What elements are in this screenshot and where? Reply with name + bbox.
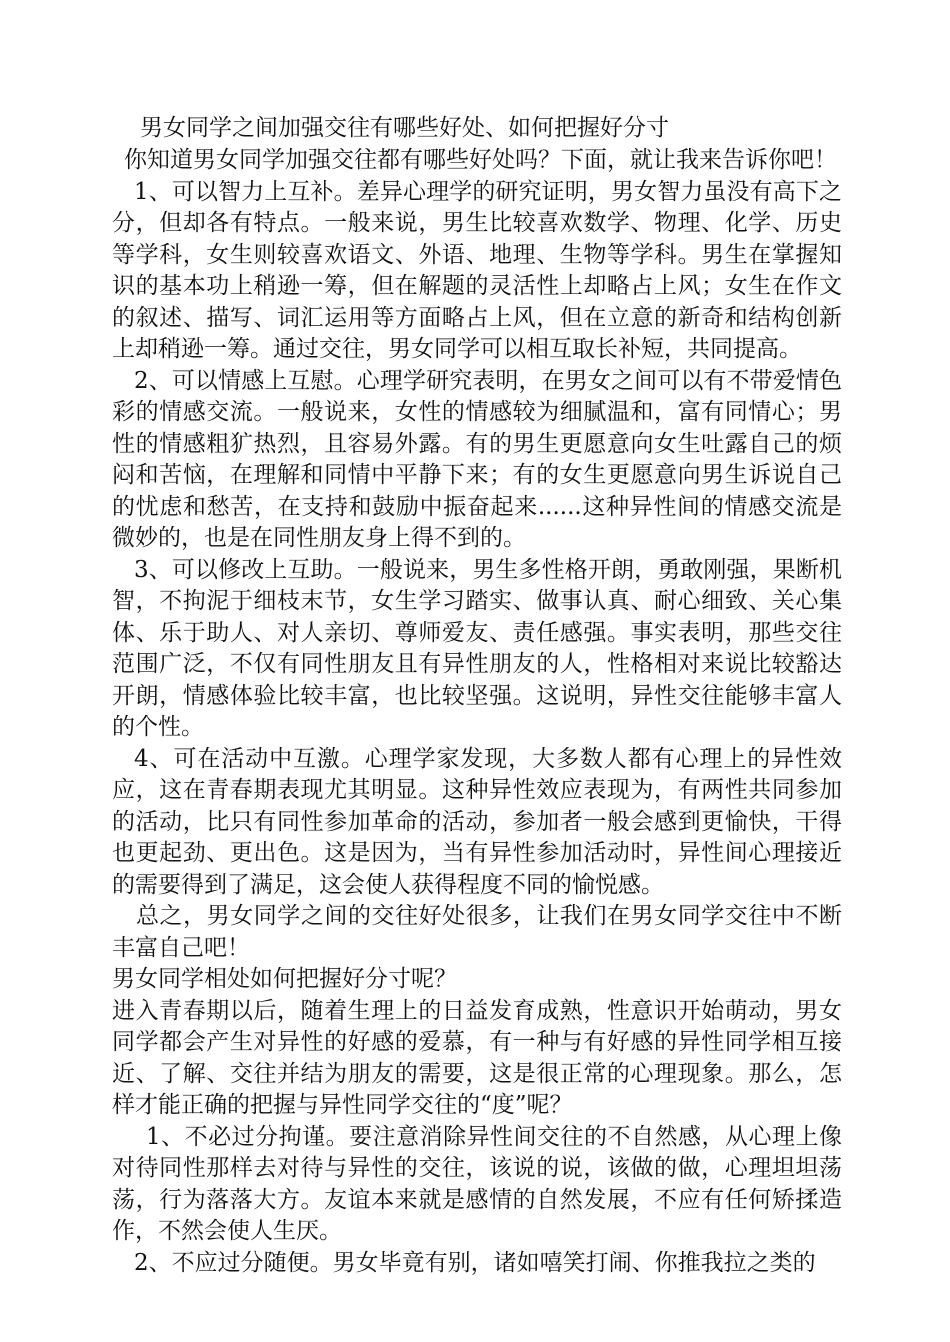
document-page — [112, 112, 842, 1279]
section-heading: 男女同学相处如何把握好分寸呢？ — [112, 966, 457, 992]
guideline-paragraph-1: 1、不必过分拘谨。要注意消除异性间交往的不自然感，从心理上像对待同性那样去对待与异性的交往，该说的说，该做的做，心理坦坦荡荡，行为落落大方。友谊本来就是感情的自然发展，不应有任何矫揉造作，不然会使人生厌。 — [112, 1123, 842, 1244]
guideline-paragraph-2: 2、不应过分随便。男女毕竟有别，诸如嘻笑打闹、你推我拉之类的 — [134, 1249, 816, 1276]
benefit-paragraph-3: 3、可以修改上互助。一般说来，男生多性格开朗，勇敢刚强，果断机智，不拘泥于细枝末节，女生学习踏实、做事认真、耐心细致、关心集体、乐于助人、对人亲切、尊师爱友、责任感强。事实表明，那些交往范围广泛，不仅有同性朋友且有异性朋友的人，性格相对来说比较豁达开朗，情感体验比较丰富，也比较坚强。这说明，异性交往能够丰富人的个性。 — [112, 556, 842, 740]
puberty-paragraph: 进入青春期以后，随着生理上的日益发育成熟，性意识开始萌动，男女同学都会产生对异性的好感的爱慕，有一种与有好感的异性同学相互接近、了解、交往并结为朋友的需要，这是很正常的心理现象。那么，怎样才能正确的把握与异性同学交往的“度”呢？ — [112, 997, 842, 1118]
document-title: 男女同学之间加强交往有哪些好处、如何把握好分寸 — [140, 115, 669, 141]
summary-paragraph: 总之，男女同学之间的交往好处很多，让我们在男女同学交往中不断丰富自己吧！ — [112, 903, 842, 961]
intro-paragraph: 你知道男女同学加强交往都有哪些好处吗？下面，就让我来告诉你吧！ — [124, 147, 837, 173]
benefit-paragraph-4: 4、可在活动中互激。心理学家发现，大多数人都有心理上的异性效应，这在青春期表现尤其明显。这种异性效应表现为，有两性共同参加的活动，比只有同性参加革命的活动，参加者一般会感到更愉快，干得也更起劲、更出色。这是因为，当有异性参加活动时，异性间心理接近的需要得到了满足，这会使人获得程度不同的愉悦感。 — [112, 745, 842, 898]
benefit-paragraph-2: 2、可以情感上互慰。心理学研究表明，在男女之间可以有不带爱情色彩的情感交流。一般说来，女性的情感较为细腻温和，富有同情心；男性的情感粗犷热烈，且容易外露。有的男生更愿意向女生吐露自己的烦闷和苦恼，在理解和同情中平静下来；有的女生更愿意向男生诉说自己的忧虑和愁苦，在支持和鼓励中振奋起来......这种异性间的情感交流是微妙的，也是在同性朋友身上得不到的。 — [112, 367, 842, 551]
benefit-paragraph-1: 1、可以智力上互补。差异心理学的研究证明，男女智力虽没有高下之分，但却各有特点。一般来说，男生比较喜欢数学、物理、化学、历史等学科，女生则较喜欢语文、外语、地理、生物等学科。男生在掌握知识的基本功上稍逊一筹，但在解题的灵活性上却略占上风；女生在作文的叙述、描写、词汇运用等方面略占上风，但在立意的新奇和结构创新上却稍逊一筹。通过交往，男女同学可以相互取长补短，共同提高。 — [112, 178, 842, 362]
